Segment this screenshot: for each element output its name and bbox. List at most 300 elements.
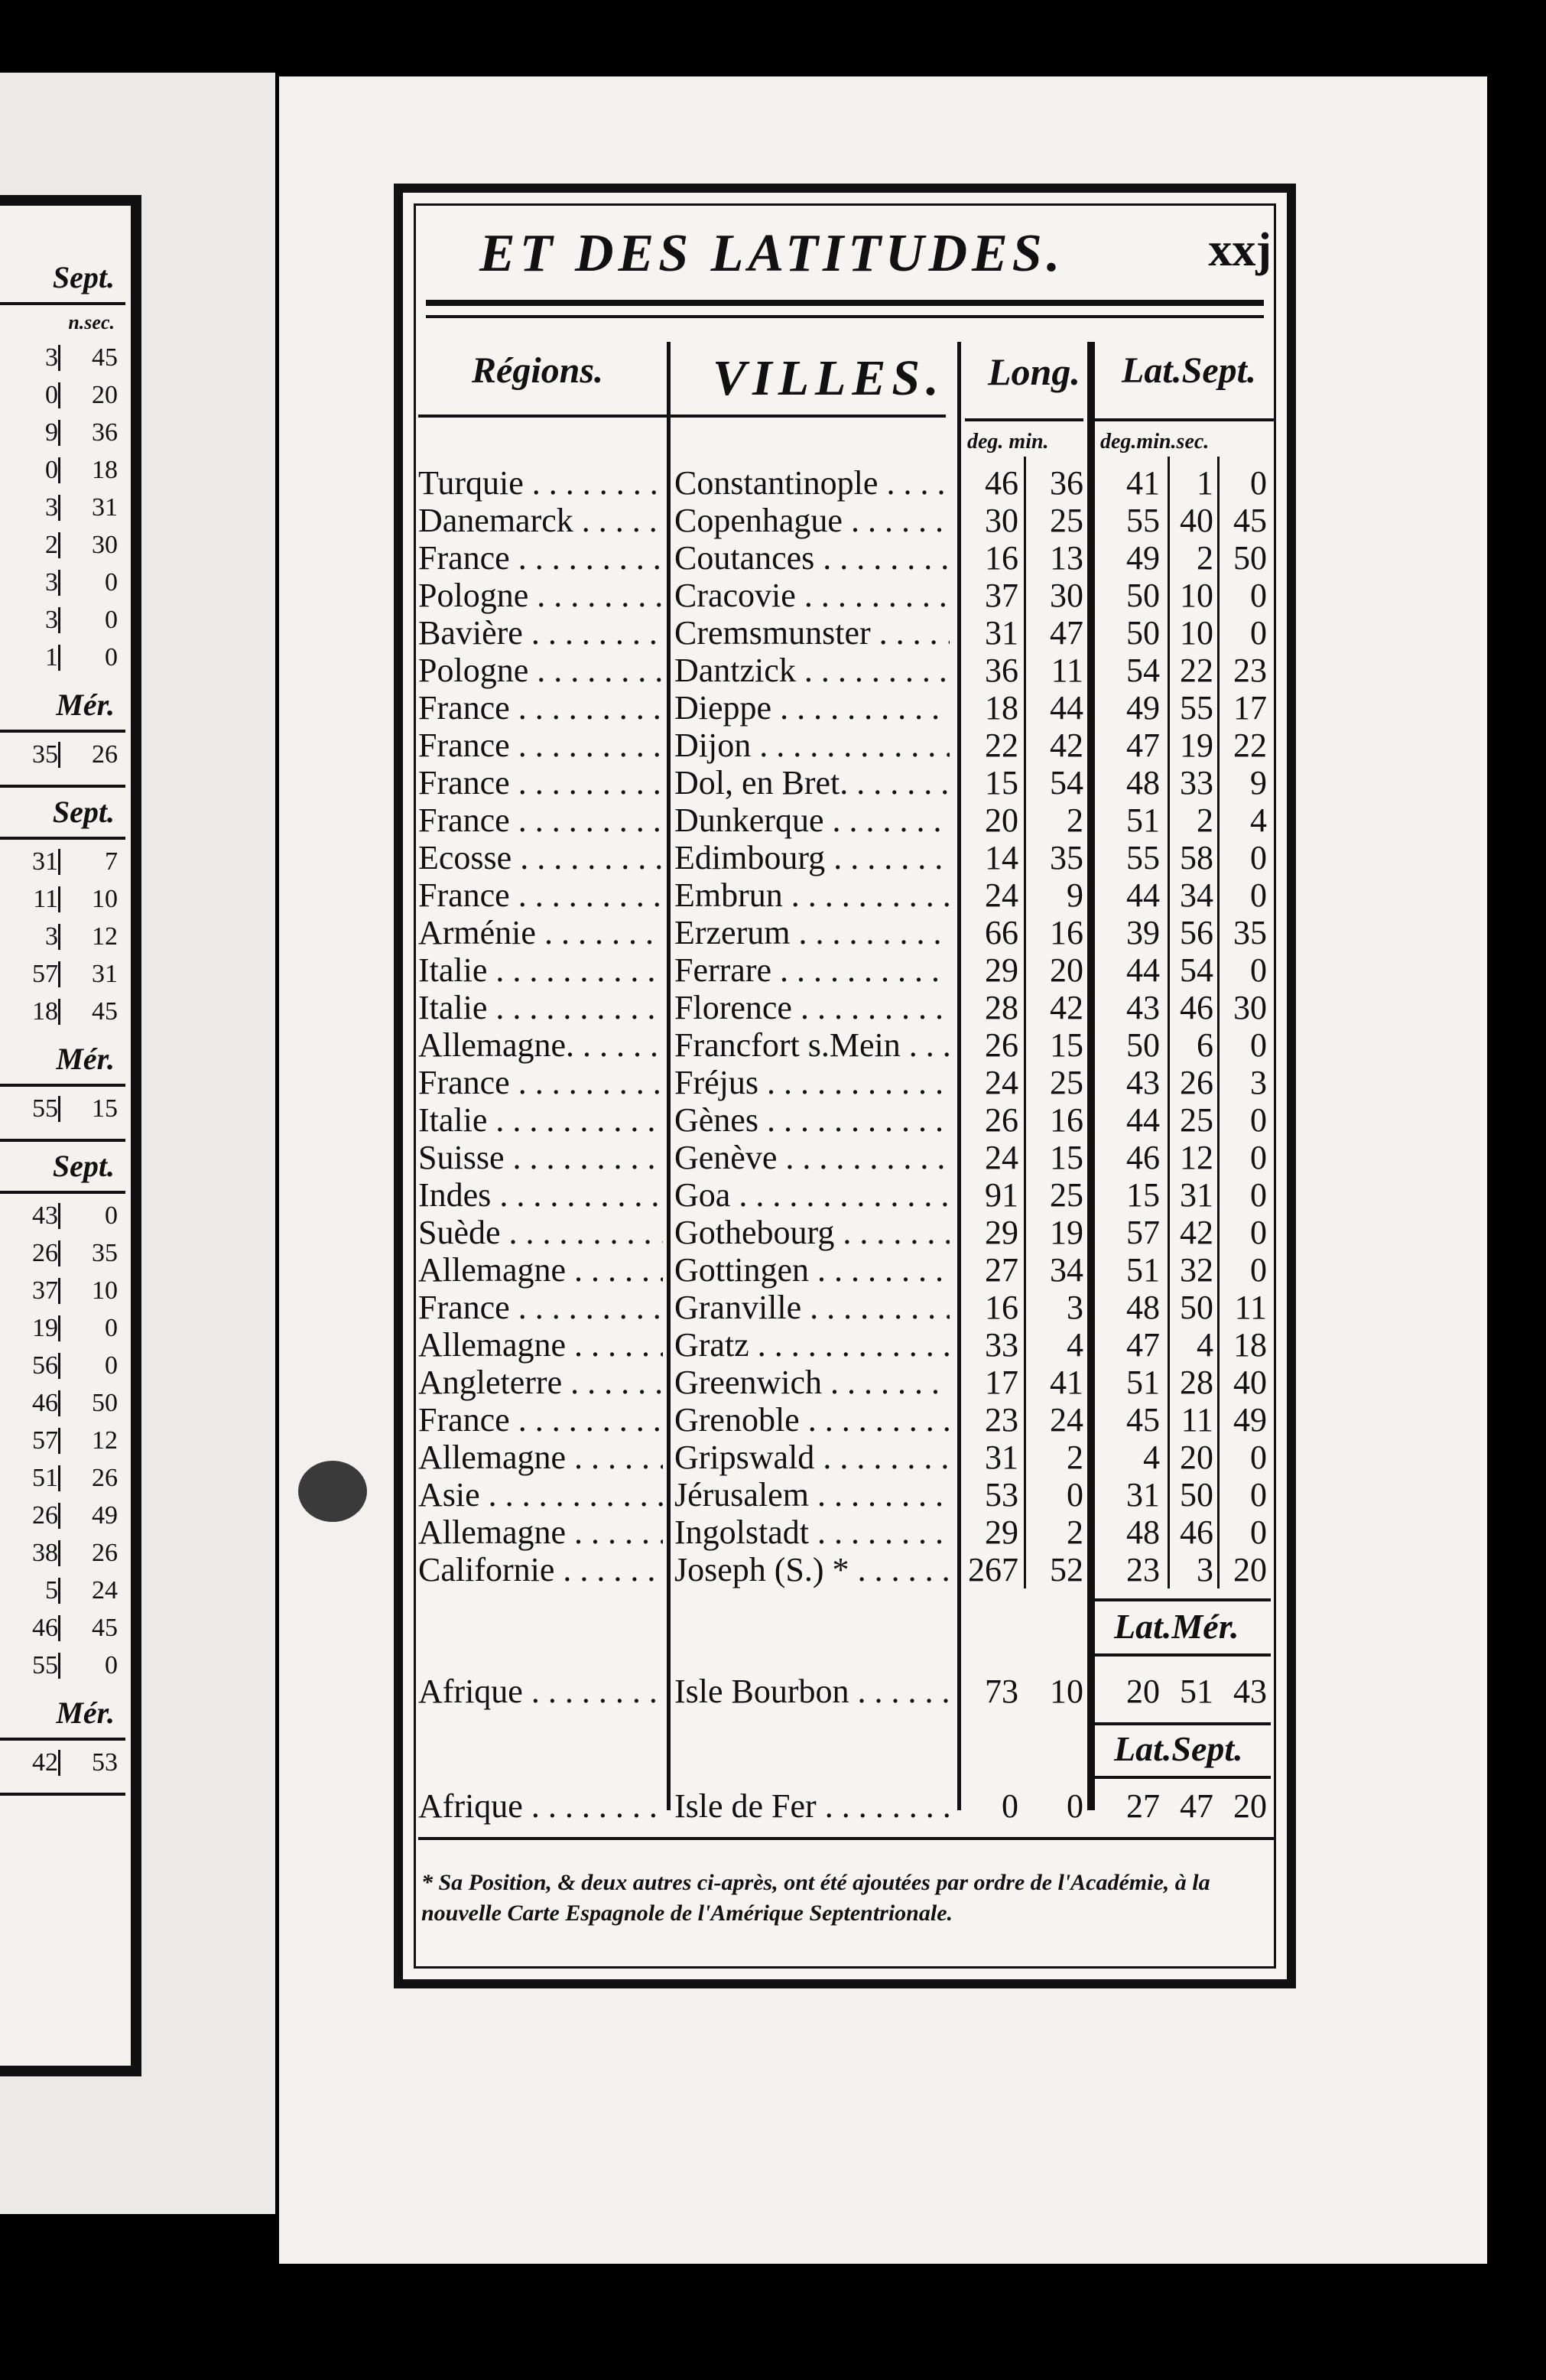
- lat-sept-label: Lat.Sept.: [1114, 1729, 1243, 1768]
- table-row: [403, 1214, 1287, 1251]
- left-row: [0, 739, 125, 771]
- region-cell: Italie . . .: [418, 951, 663, 989]
- left-cell: 37: [32, 1276, 58, 1305]
- left-row: [0, 1200, 125, 1232]
- lat-sec-cell: 0: [1250, 577, 1267, 614]
- left-row: [0, 1350, 125, 1382]
- table-row: [403, 1401, 1287, 1439]
- lat-deg-cell: 27: [1126, 1787, 1160, 1825]
- left-cell: 45: [92, 343, 118, 372]
- long-deg-cell: 23: [985, 1401, 1018, 1439]
- left-cell: 46: [32, 1614, 58, 1642]
- left-divider: [58, 849, 60, 875]
- left-divider: [58, 532, 60, 558]
- lat-deg-cell: 51: [1126, 1364, 1160, 1401]
- left-divider: [58, 607, 60, 633]
- lat-min-cell: 10: [1180, 614, 1213, 652]
- left-cell: 5: [45, 1576, 58, 1605]
- left-header: Mér.: [56, 1696, 115, 1730]
- region-cell: France . . .: [418, 876, 663, 914]
- lat-deg-cell: 44: [1126, 951, 1160, 989]
- left-row: [0, 1500, 125, 1532]
- lat-deg-cell: 47: [1126, 1326, 1160, 1364]
- left-header: Mér.: [56, 1042, 115, 1076]
- lat-min-cell: 34: [1180, 876, 1213, 914]
- left-row: [0, 567, 125, 599]
- lat-min-cell: 22: [1180, 652, 1213, 689]
- running-head: ET DES LATITUDES.: [479, 224, 1065, 283]
- left-cell: 26: [32, 1501, 58, 1530]
- lat-deg-cell: 48: [1126, 764, 1160, 801]
- main-page: [279, 76, 1487, 2264]
- left-header: Sept.: [52, 260, 115, 294]
- lat-min-cell: 4: [1197, 1326, 1213, 1364]
- table-row: [403, 764, 1287, 801]
- left-header: Mér.: [56, 688, 115, 722]
- lat-sec-cell: 0: [1250, 1439, 1267, 1476]
- long-deg-cell: 0: [1002, 1787, 1018, 1825]
- table-row: [403, 1176, 1287, 1214]
- left-divider: [58, 1278, 60, 1304]
- left-row: [0, 529, 125, 561]
- lat-deg-cell: 15: [1126, 1176, 1160, 1214]
- left-cell: 26: [32, 1239, 58, 1267]
- long-deg-cell: 27: [985, 1251, 1018, 1289]
- lat-sec-cell: 22: [1233, 727, 1267, 764]
- left-cell: 0: [45, 381, 58, 409]
- long-min-cell: 47: [1050, 614, 1083, 652]
- table-row: [403, 1064, 1287, 1101]
- city-cell: Constantinople . . .: [674, 464, 950, 502]
- long-min-cell: 52: [1050, 1551, 1083, 1588]
- left-divider: [58, 1428, 60, 1454]
- left-cell: 12: [92, 922, 118, 951]
- table-row: [403, 1326, 1287, 1364]
- region-cell: Ecosse . . .: [418, 839, 663, 876]
- left-divider: [58, 1353, 60, 1379]
- long-deg-cell: 18: [985, 689, 1018, 727]
- table-row: [403, 1101, 1287, 1139]
- lat-deg-cell: 46: [1126, 1139, 1160, 1176]
- long-subheader: deg. min.: [967, 430, 1049, 454]
- left-divider: [58, 1540, 60, 1566]
- left-rule: [0, 1738, 125, 1741]
- left-divider: [58, 742, 60, 768]
- left-row: [0, 492, 125, 524]
- lat-sec-cell: 4: [1250, 801, 1267, 839]
- lat-min-cell: 42: [1180, 1214, 1213, 1251]
- column-header-regions: Régions.: [472, 350, 604, 391]
- left-row: [0, 958, 125, 990]
- long-deg-cell: 73: [985, 1673, 1018, 1710]
- left-row: [0, 1387, 125, 1419]
- lat-deg-cell: 50: [1126, 1026, 1160, 1064]
- lat-sec-cell: 0: [1250, 1476, 1267, 1514]
- left-divider: [58, 1096, 60, 1122]
- left-rule: [0, 302, 125, 305]
- left-row: [0, 1575, 125, 1607]
- left-cell: 45: [92, 997, 118, 1026]
- lat-sec-cell: 30: [1233, 989, 1267, 1026]
- long-min-cell: 4: [1067, 1326, 1083, 1364]
- left-cell: 45: [92, 1614, 118, 1642]
- left-divider: [58, 1240, 60, 1266]
- long-deg-cell: 30: [985, 502, 1018, 539]
- lat-min-cell: 1: [1197, 464, 1213, 502]
- left-rule: [0, 785, 125, 788]
- long-min-cell: 11: [1051, 652, 1083, 689]
- lat-deg-cell: 55: [1126, 502, 1160, 539]
- left-divider: [58, 382, 60, 408]
- lat-sec-cell: 0: [1250, 839, 1267, 876]
- left-cell: 9: [45, 418, 58, 447]
- left-cell: 51: [32, 1464, 58, 1492]
- lat-deg-cell: 44: [1126, 1101, 1160, 1139]
- table-row: [403, 464, 1287, 502]
- region-cell: Arménie . . .: [418, 914, 663, 951]
- long-min-cell: 54: [1050, 764, 1083, 801]
- left-cell: 30: [92, 531, 118, 559]
- lat-sec-cell: 23: [1233, 652, 1267, 689]
- left-divider: [58, 645, 60, 671]
- left-row: [0, 1093, 125, 1125]
- left-row: [0, 846, 125, 878]
- table-row: [403, 614, 1287, 652]
- left-cell: 35: [32, 740, 58, 769]
- city-cell: Grenoble . . .: [674, 1401, 950, 1439]
- left-cell: 0: [105, 643, 118, 671]
- long-deg-cell: 31: [985, 1439, 1018, 1476]
- table-row: [403, 876, 1287, 914]
- lat-min-cell: 56: [1180, 914, 1213, 951]
- region-cell: Suisse . . .: [418, 1139, 663, 1176]
- lat-sec-cell: 0: [1250, 876, 1267, 914]
- long-deg-cell: 28: [985, 989, 1018, 1026]
- left-cell: 36: [92, 418, 118, 447]
- city-cell: Isle Bourbon . . .: [674, 1673, 950, 1710]
- left-divider: [58, 1750, 60, 1776]
- left-cell: 0: [105, 1651, 118, 1679]
- lat-deg-cell: 44: [1126, 876, 1160, 914]
- left-cell: 2: [45, 531, 58, 559]
- header-underline: [418, 415, 946, 418]
- long-deg-cell: 31: [985, 614, 1018, 652]
- long-deg-cell: 29: [985, 951, 1018, 989]
- long-min-cell: 25: [1050, 502, 1083, 539]
- lat-sec-cell: 50: [1233, 539, 1267, 577]
- region-cell: Pologne . . .: [418, 577, 663, 614]
- lat-sec-cell: 0: [1250, 1101, 1267, 1139]
- lat-mer-label: Lat.Mér.: [1114, 1607, 1239, 1646]
- lat-sec-cell: 20: [1233, 1787, 1267, 1825]
- table-row: [403, 652, 1287, 689]
- city-cell: Isle de Fer . . .: [674, 1787, 950, 1825]
- long-deg-cell: 29: [985, 1214, 1018, 1251]
- lat-sec-cell: 40: [1233, 1364, 1267, 1401]
- long-deg-cell: 22: [985, 727, 1018, 764]
- long-deg-cell: 267: [968, 1551, 1018, 1588]
- left-rule: [0, 837, 125, 840]
- column-header-longitude: Long.: [988, 350, 1080, 393]
- table-row: [403, 1476, 1287, 1514]
- lat-min-cell: 28: [1180, 1364, 1213, 1401]
- long-deg-cell: 37: [985, 577, 1018, 614]
- region-cell: Pologne . . .: [418, 652, 663, 689]
- long-min-cell: 20: [1050, 951, 1083, 989]
- lat-deg-cell: 48: [1126, 1514, 1160, 1551]
- lat-mer-rule: [1095, 1653, 1271, 1657]
- lat-deg-cell: 20: [1126, 1673, 1160, 1710]
- long-min-cell: 41: [1050, 1364, 1083, 1401]
- region-cell: Allemagne . . .: [418, 1514, 663, 1551]
- lat-sec-cell: 0: [1250, 614, 1267, 652]
- region-cell: France . . .: [418, 1401, 663, 1439]
- region-cell: Indes . . .: [418, 1176, 663, 1214]
- region-cell: France . . .: [418, 727, 663, 764]
- lat-sec-cell: 0: [1250, 1026, 1267, 1064]
- left-cell: 11: [33, 885, 58, 913]
- left-cell: 3: [45, 568, 58, 597]
- left-divider: [58, 961, 60, 987]
- lat-deg-cell: 50: [1126, 577, 1160, 614]
- long-min-cell: 10: [1050, 1673, 1083, 1710]
- left-cell: 55: [32, 1651, 58, 1679]
- left-divider: [58, 495, 60, 521]
- left-row: [0, 417, 125, 449]
- lat-deg-cell: 43: [1126, 1064, 1160, 1101]
- city-cell: Fréjus . . .: [674, 1064, 950, 1101]
- left-cell: 42: [32, 1748, 58, 1777]
- region-cell: France . . .: [418, 1064, 663, 1101]
- lat-sec-cell: 49: [1233, 1401, 1267, 1439]
- lat-sec-cell: 43: [1233, 1673, 1267, 1710]
- left-row: [0, 1747, 125, 1779]
- table-row: [403, 727, 1287, 764]
- region-cell: France . . .: [418, 764, 663, 801]
- left-cell: 18: [32, 997, 58, 1026]
- left-cell: 43: [32, 1201, 58, 1230]
- lat-min-cell: 32: [1180, 1251, 1213, 1289]
- long-deg-cell: 29: [985, 1514, 1018, 1551]
- left-cell: 24: [92, 1576, 118, 1605]
- left-cell: 31: [92, 493, 118, 522]
- long-min-cell: 42: [1050, 989, 1083, 1026]
- table-row: [403, 1289, 1287, 1326]
- long-deg-cell: 16: [985, 539, 1018, 577]
- left-row: [0, 642, 125, 674]
- left-cell: 38: [32, 1539, 58, 1567]
- table-row-bourbon: [403, 1673, 1287, 1710]
- lat-sec-cell: 17: [1233, 689, 1267, 727]
- region-cell: Allemagne. . . .: [418, 1026, 663, 1064]
- left-cell: 3: [45, 606, 58, 634]
- lat-min-cell: 46: [1180, 1514, 1213, 1551]
- lat-min-cell: 58: [1180, 839, 1213, 876]
- header-rule: [426, 300, 1264, 306]
- lat-sec-cell: 0: [1250, 951, 1267, 989]
- left-divider: [58, 1578, 60, 1604]
- left-row: [0, 883, 125, 915]
- ink-stain: [298, 1461, 367, 1522]
- lat-deg-cell: 51: [1126, 801, 1160, 839]
- lat-min-cell: 50: [1180, 1476, 1213, 1514]
- lat-sec-cell: 11: [1234, 1289, 1267, 1326]
- lat-mer-rule: [1095, 1598, 1271, 1601]
- region-cell: Afrique . . .: [418, 1787, 663, 1825]
- lat-sec-cell: 3: [1250, 1064, 1267, 1101]
- city-cell: Copenhague . . .: [674, 502, 950, 539]
- left-divider: [58, 999, 60, 1025]
- city-cell: Goa . . .: [674, 1176, 950, 1214]
- left-cell: 19: [32, 1314, 58, 1342]
- table-row-fer: [403, 1787, 1287, 1825]
- lat-deg-cell: 23: [1126, 1551, 1160, 1588]
- left-cell: 0: [45, 456, 58, 484]
- lat-underline: [1095, 418, 1275, 421]
- lat-sec-cell: 0: [1250, 464, 1267, 502]
- table-row: [403, 539, 1287, 577]
- long-min-cell: 2: [1067, 801, 1083, 839]
- table-row: [403, 1439, 1287, 1476]
- lat-subheader: deg.min.sec.: [1100, 430, 1210, 454]
- lat-sec-cell: 18: [1233, 1326, 1267, 1364]
- city-cell: Gripswald . . .: [674, 1439, 950, 1476]
- left-header: Sept.: [52, 795, 115, 829]
- city-cell: Gothebourg . . .: [674, 1214, 950, 1251]
- left-cell: 18: [92, 456, 118, 484]
- left-row: [0, 996, 125, 1028]
- left-divider: [58, 1615, 60, 1641]
- region-cell: Asie . . .: [418, 1476, 663, 1514]
- table-row: [403, 839, 1287, 876]
- city-cell: Edimbourg . . .: [674, 839, 950, 876]
- lat-deg-cell: 4: [1143, 1439, 1160, 1476]
- region-cell: Italie . . .: [418, 1101, 663, 1139]
- left-divider: [58, 1653, 60, 1679]
- left-cell: 31: [32, 847, 58, 876]
- header-rule-thin: [426, 315, 1264, 318]
- left-cell: 57: [32, 960, 58, 988]
- long-deg-cell: 24: [985, 1064, 1018, 1101]
- left-cell: 50: [92, 1389, 118, 1417]
- region-cell: Italie . . .: [418, 989, 663, 1026]
- long-deg-cell: 46: [985, 464, 1018, 502]
- city-cell: Gottingen . . .: [674, 1251, 950, 1289]
- long-min-cell: 2: [1067, 1439, 1083, 1476]
- lat-min-cell: 47: [1180, 1787, 1213, 1825]
- region-cell: Suède . . .: [418, 1214, 663, 1251]
- region-cell: France . . .: [418, 1289, 663, 1326]
- city-cell: Francfort s.Mein . . .: [674, 1026, 950, 1064]
- left-cell: 7: [105, 847, 118, 876]
- city-cell: Joseph (S.) * . . .: [674, 1551, 950, 1588]
- table-row: [403, 951, 1287, 989]
- left-rule: [0, 1793, 125, 1796]
- lat-min-cell: 25: [1180, 1101, 1213, 1139]
- region-cell: France . . .: [418, 689, 663, 727]
- city-cell: Dieppe . . .: [674, 689, 950, 727]
- left-cell: 0: [105, 1351, 118, 1380]
- left-cell: 3: [45, 922, 58, 951]
- left-divider: [58, 570, 60, 596]
- left-divider: [58, 924, 60, 950]
- city-cell: Cracovie . . .: [674, 577, 950, 614]
- lat-sec-cell: 0: [1250, 1214, 1267, 1251]
- left-cell: 0: [105, 1201, 118, 1230]
- region-cell: Angleterre . . .: [418, 1364, 663, 1401]
- long-min-cell: 15: [1050, 1139, 1083, 1176]
- city-cell: Dol, en Bret. . . .: [674, 764, 950, 801]
- lat-min-cell: 6: [1197, 1026, 1213, 1064]
- long-min-cell: 30: [1050, 577, 1083, 614]
- city-cell: Genève . . .: [674, 1139, 950, 1176]
- city-cell: Embrun . . .: [674, 876, 950, 914]
- long-min-cell: 0: [1067, 1787, 1083, 1825]
- left-row: [0, 604, 125, 636]
- table-row: [403, 1364, 1287, 1401]
- lat-deg-cell: 31: [1126, 1476, 1160, 1514]
- lat-min-cell: 19: [1180, 727, 1213, 764]
- left-partial-page: [0, 73, 275, 2214]
- city-cell: Coutances . . .: [674, 539, 950, 577]
- region-cell: Allemagne . . .: [418, 1439, 663, 1476]
- long-min-cell: 13: [1050, 539, 1083, 577]
- left-rule: [0, 1084, 125, 1087]
- city-cell: Dantzick . . .: [674, 652, 950, 689]
- long-deg-cell: 20: [985, 801, 1018, 839]
- long-min-cell: 3: [1067, 1289, 1083, 1326]
- lat-sec-cell: 0: [1250, 1251, 1267, 1289]
- city-cell: Dunkerque . . .: [674, 801, 950, 839]
- left-cell: 57: [32, 1426, 58, 1455]
- long-deg-cell: 24: [985, 876, 1018, 914]
- left-rule: [0, 1191, 125, 1194]
- long-deg-cell: 26: [985, 1026, 1018, 1064]
- left-cell: 53: [92, 1748, 118, 1777]
- lat-min-cell: 11: [1181, 1401, 1213, 1439]
- lat-min-cell: 54: [1180, 951, 1213, 989]
- long-min-cell: 35: [1050, 839, 1083, 876]
- table-bottom-rule: [418, 1837, 1275, 1840]
- table-row: [403, 502, 1287, 539]
- lat-deg-cell: 39: [1126, 914, 1160, 951]
- left-subheader: n.sec.: [68, 311, 115, 333]
- lat-min-cell: 26: [1180, 1064, 1213, 1101]
- lat-deg-cell: 57: [1126, 1214, 1160, 1251]
- left-rule: [0, 1139, 125, 1142]
- left-row: [0, 1462, 125, 1494]
- left-cell: 56: [32, 1351, 58, 1380]
- table-row: [403, 989, 1287, 1026]
- left-divider: [58, 1390, 60, 1416]
- city-cell: Erzerum . . .: [674, 914, 950, 951]
- long-deg-cell: 53: [985, 1476, 1018, 1514]
- lat-min-cell: 33: [1180, 764, 1213, 801]
- region-cell: Afrique . . .: [418, 1673, 663, 1710]
- lat-deg-cell: 49: [1126, 539, 1160, 577]
- table-row: [403, 689, 1287, 727]
- long-deg-cell: 17: [985, 1364, 1018, 1401]
- left-divider: [58, 457, 60, 483]
- city-cell: Dijon . . .: [674, 727, 950, 764]
- table-row: [403, 1551, 1287, 1588]
- long-deg-cell: 66: [985, 914, 1018, 951]
- region-cell: Turquie . . .: [418, 464, 663, 502]
- city-cell: Jérusalem . . .: [674, 1476, 950, 1514]
- long-min-cell: 16: [1050, 914, 1083, 951]
- lat-sec-cell: 0: [1250, 1139, 1267, 1176]
- region-cell: Allemagne . . .: [418, 1251, 663, 1289]
